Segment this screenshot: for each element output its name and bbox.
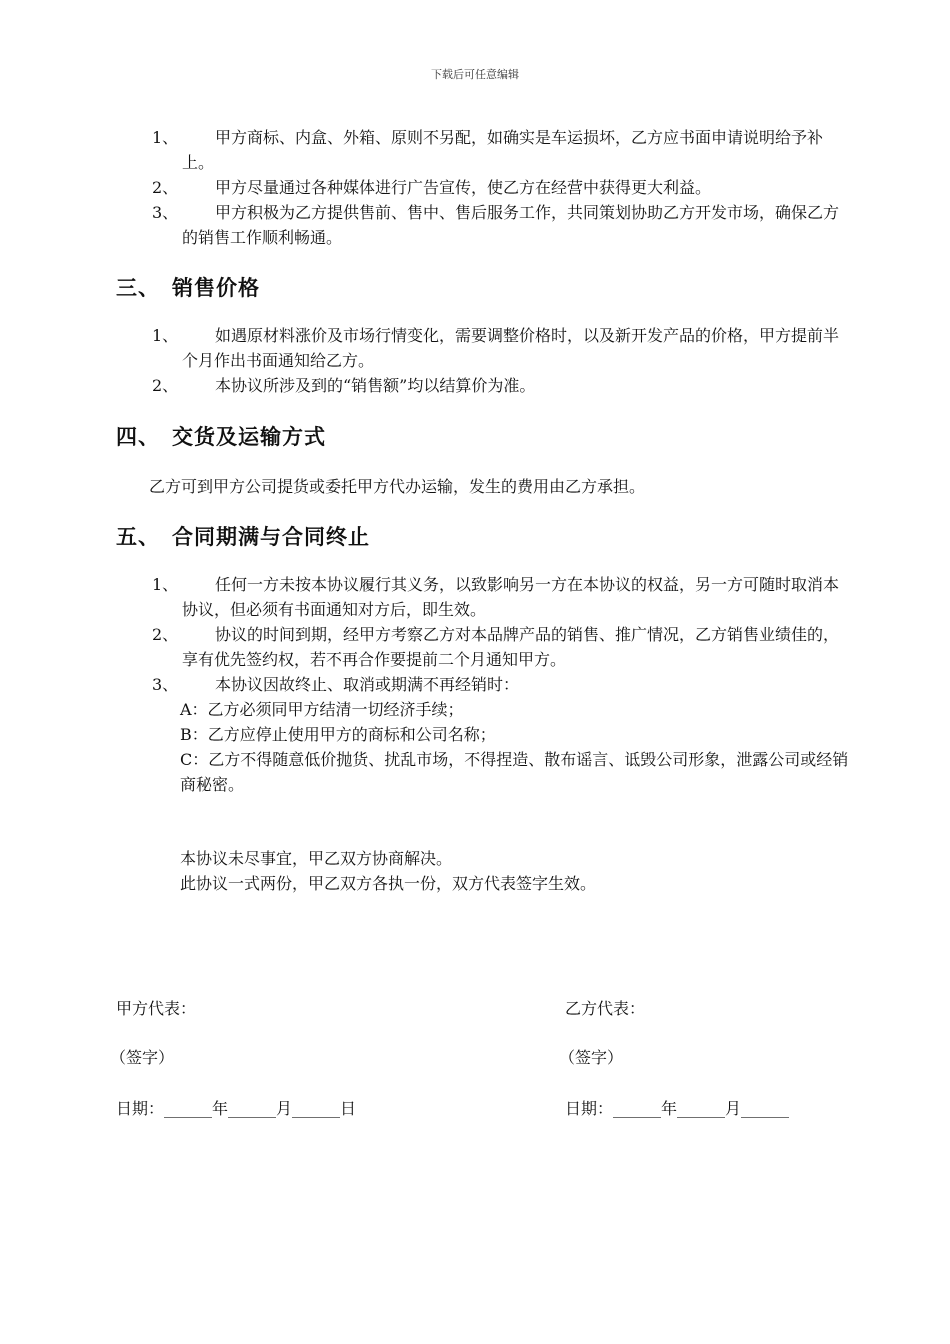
clause-a: A：乙方必须同甲方结清一切经济手续； [180, 700, 464, 719]
item-text: 甲方积极为乙方提供售前、售中、售后服务工作，共同策划协助乙方开发市场，确保乙方的销售工作顺利畅通。 [182, 203, 840, 247]
item-number: 2、 [152, 376, 179, 395]
section-number: 四、 [116, 425, 160, 449]
item-number: 1、 [152, 128, 179, 147]
list-item [116, 572, 846, 622]
list-item [116, 672, 846, 697]
section3-list [116, 323, 846, 398]
party-a-label: 甲方代表： [116, 999, 197, 1018]
list-item [116, 373, 846, 398]
party-b-label: 乙方代表： [565, 999, 646, 1018]
list-item [116, 323, 846, 373]
closing-line-1: 本协议未尽事宜，甲乙双方协商解决。 [180, 849, 453, 868]
list-item [116, 125, 846, 175]
section-title: 销售价格 [172, 276, 260, 300]
party-a-date: 日期：______年______月______日 [116, 1099, 357, 1118]
item-number: 1、 [152, 575, 179, 594]
list-item [116, 200, 846, 250]
section4-text: 乙方可到甲方公司提货或委托甲方代办运输，发生的费用由乙方承担。 [149, 477, 646, 496]
party-b-sign: （签字） [559, 1048, 624, 1067]
list-item [116, 175, 846, 200]
page-header: 下载后可任意编辑 [431, 68, 519, 81]
section-number: 五、 [116, 525, 160, 549]
closing-line-2: 此协议一式两份，甲乙双方各执一份，双方代表签字生效。 [180, 874, 597, 893]
item-number: 2、 [152, 625, 179, 644]
list-item [116, 622, 846, 672]
section2-list [116, 125, 846, 250]
item-text: 甲方尽量通过各种媒体进行广告宣传，使乙方在经营中获得更大利益。 [215, 178, 712, 197]
section-number: 三、 [116, 276, 160, 300]
section-heading [116, 421, 326, 451]
party-b-date: 日期：______年______月______ [565, 1099, 790, 1118]
section-heading [116, 521, 370, 551]
party-a-sign: （签字） [110, 1048, 175, 1067]
section-title: 交货及运输方式 [172, 425, 326, 449]
item-text: 本协议所涉及到的“销售额”均以结算价为准。 [215, 376, 536, 395]
section-title: 合同期满与合同终止 [172, 525, 370, 549]
item-text: 协议的时间到期，经甲方考察乙方对本品牌产品的销售、推广情况，乙方销售业绩佳的，享有优先签约权，若不再合作要提前二个月通知甲方。 [182, 625, 840, 669]
section-heading [116, 272, 260, 302]
item-number: 3、 [152, 675, 179, 694]
section5-list [116, 572, 846, 697]
item-text: 如遇原材料涨价及市场行情变化，需要调整价格时，以及新开发产品的价格，甲方提前半个月作出书面通知给乙方。 [182, 326, 840, 370]
item-text: 任何一方未按本协议履行其义务，以致影响另一方在本协议的权益，另一方可随时取消本协议，但必须有书面通知对方后，即生效。 [182, 575, 840, 619]
item-number: 2、 [152, 178, 179, 197]
clause-c: C：乙方不得随意低价抛货、扰乱市场，不得捏造、散布谣言、诋毁公司形象，泄露公司或经销商秘密。 [180, 750, 849, 794]
item-text: 本协议因故终止、取消或期满不再经销时： [215, 675, 520, 694]
item-number: 1、 [152, 326, 179, 345]
clause-b: B：乙方应停止使用甲方的商标和公司名称； [180, 725, 496, 744]
item-text: 甲方商标、内盒、外箱、原则不另配，如确实是车运损坏，乙方应书面申请说明给予补上。 [182, 128, 824, 172]
item-number: 3、 [152, 203, 179, 222]
